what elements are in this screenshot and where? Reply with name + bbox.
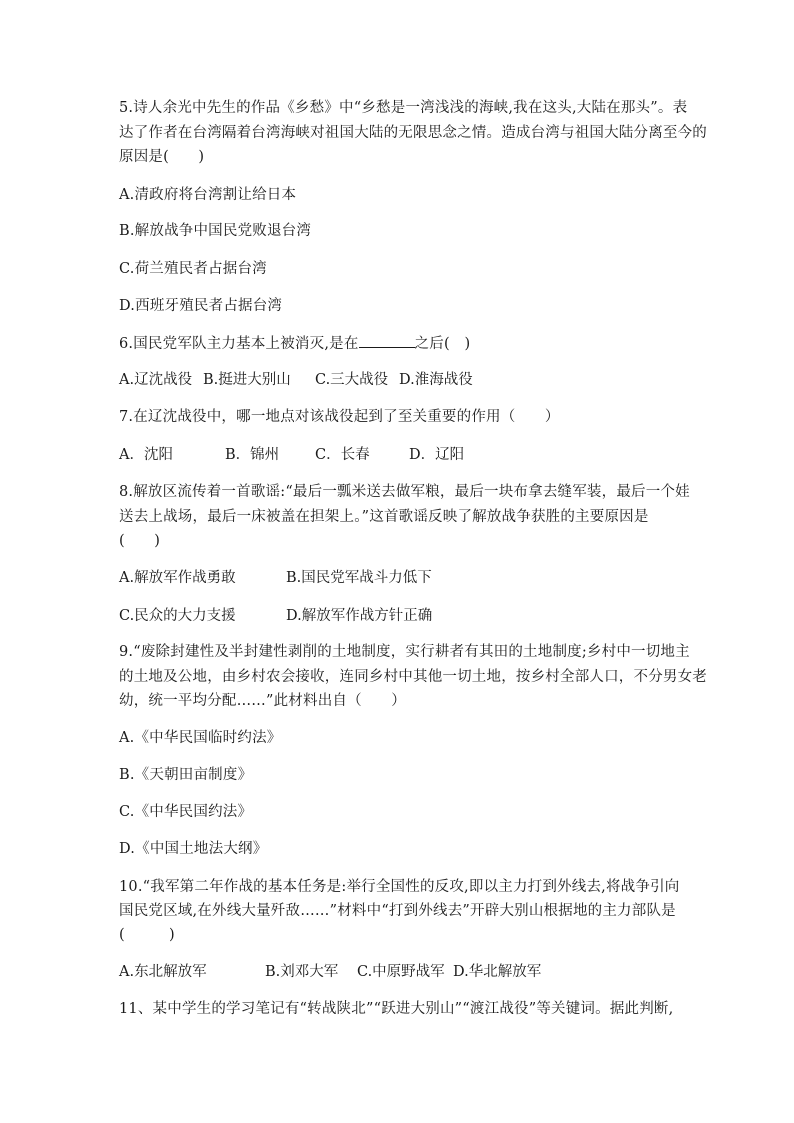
q5-option-c: C.荷兰殖民者占据台湾 <box>119 261 267 277</box>
q6-option-c: C.三大战役 <box>315 372 389 388</box>
q5-option-d: D.西班牙殖民者占据台湾 <box>119 298 283 314</box>
q8-options-row-2 <box>119 606 519 626</box>
q7-option-b: B．锦州 <box>225 447 280 463</box>
q7-options <box>119 445 519 465</box>
q5-stem-line-2: 达了作者在台湾隔着台湾海峡对祖国大陆的无限思念之情。造成台湾与祖国大陆分离至今的 <box>119 125 707 141</box>
q10-option-a: A.东北解放军 <box>119 964 207 980</box>
q7-option-c: C．长春 <box>315 447 370 463</box>
q9-option-c: C.《中华民国约法》 <box>119 804 253 820</box>
q10-stem-line-2: 国民党区域,在外线大量歼敌……”材料中“打到外线去”开辟大别山根据地的主力部队是 <box>119 903 676 919</box>
q6-option-b: B.挺进大别山 <box>203 372 291 388</box>
q9-stem-line-2: 的土地及公地，由乡村农会接收，连同乡村中其他一切土地，按乡村全部人口，不分男女老 <box>119 669 707 685</box>
q9-stem-line-3: 幼，统一平均分配……”此材料出自（ ） <box>119 693 406 709</box>
q10-stem-line-3: ( ) <box>119 927 175 943</box>
q8-stem-line-3: ( ) <box>119 533 161 549</box>
q11-stem: 11、某中学生的学习笔记有“转战陕北”“跃进大别山”“渡江战役”等关键词。据此判断, <box>119 1001 674 1017</box>
q6-answer-blank <box>359 333 415 348</box>
q8-option-a: A.解放军作战勇敢 <box>119 570 236 586</box>
q8-stem-line-2: 送去上战场，最后一床被盖在担架上。”这首歌谣反映了解放战争获胜的主要原因是 <box>119 509 649 525</box>
q10-option-b: B.刘邓大军 <box>265 964 339 980</box>
q7-option-d: D．辽阳 <box>409 447 465 463</box>
q5-option-a: A.清政府将台湾割让给日本 <box>119 187 297 203</box>
q9-option-d: D.《中国土地法大纲》 <box>119 841 268 857</box>
q8-options-row-1 <box>119 568 519 588</box>
q8-stem-line-1: 8.解放区流传着一首歌谣:“最后一瓢米送去做军粮，最后一块布拿去缝军装，最后一个娃 <box>119 484 690 500</box>
q6-option-d: D.淮海战役 <box>399 372 473 388</box>
q5-option-b: B.解放战争中国民党败退台湾 <box>119 223 312 239</box>
q9-option-a: A.《中华民国临时约法》 <box>119 730 282 746</box>
q8-option-c: C.民众的大力支援 <box>119 608 236 624</box>
q6-options <box>119 370 519 390</box>
q6-stem <box>119 333 470 354</box>
q10-options <box>119 962 542 982</box>
q9-option-b: B.《天朝田亩制度》 <box>119 767 253 783</box>
q6-stem-before: 6.国民党军队主力基本上被消灭,是在 <box>119 336 359 352</box>
q10-option-c: C.中原野战军 <box>357 964 445 980</box>
q10-option-d: D.华北解放军 <box>453 964 542 980</box>
q9-stem-line-1: 9.“废除封建性及半封建性剥削的土地制度，实行耕者有其田的土地制度;乡村中一切地主 <box>119 644 690 660</box>
q10-stem-line-1: 10.“我军第二年作战的基本任务是:举行全国性的反攻,即以主力打到外线去,将战争引向 <box>119 879 680 895</box>
q5-stem-line-1: 5.诗人余光中先生的作品《乡愁》中“乡愁是一湾浅浅的海峡,我在这头,大陆在那头”。表 <box>119 100 688 116</box>
q6-option-a: A.辽沈战役 <box>119 372 193 388</box>
q7-option-a: A．沈阳 <box>119 447 173 463</box>
q8-option-d: D.解放军作战方针正确 <box>286 608 433 624</box>
q5-stem-line-3: 原因是( ) <box>119 149 205 165</box>
q7-stem: 7.在辽沈战役中，哪一地点对该战役起到了至关重要的作用（ ） <box>119 409 560 425</box>
q6-stem-after: 之后( ) <box>414 336 471 352</box>
q8-option-b: B.国民党军战斗力低下 <box>286 570 432 586</box>
